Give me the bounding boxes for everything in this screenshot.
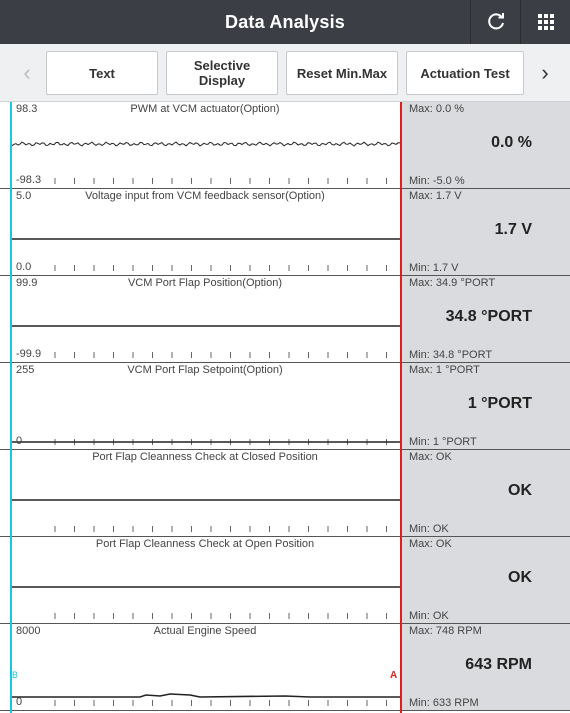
- graph-trace: [10, 537, 400, 624]
- toolbar: [0, 44, 570, 102]
- current-value: 643 RPM: [465, 656, 532, 673]
- cursor-b-marker: B: [12, 670, 19, 680]
- selective-display-label: Selective Display: [193, 58, 251, 88]
- max-value: Max: 1 °PORT: [409, 364, 480, 376]
- parameter-name: Voltage input from VCM feedback sensor(Option): [85, 190, 325, 202]
- cursor-b-line[interactable]: [10, 102, 12, 713]
- y-axis-min-label: 0.0: [16, 261, 32, 273]
- data-row[interactable]: [0, 537, 570, 624]
- min-value: Min: 633 RPM: [409, 697, 479, 709]
- scroll-right-arrow-icon[interactable]: ›: [541, 60, 549, 85]
- current-value: 1.7 V: [494, 221, 532, 238]
- parameter-name: VCM Port Flap Position(Option): [127, 277, 283, 289]
- min-value: Min: -5.0 %: [409, 175, 465, 187]
- value-panel: [400, 189, 570, 275]
- parameter-name: PWM at VCM actuator(Option): [130, 103, 280, 115]
- graph-area: [10, 450, 400, 536]
- scroll-left-arrow-icon[interactable]: ‹: [23, 60, 31, 85]
- min-value: Min: 1.7 V: [409, 262, 459, 274]
- data-row[interactable]: [0, 102, 570, 189]
- current-value: OK: [508, 569, 532, 586]
- min-value: Min: 1 °PORT: [409, 436, 477, 448]
- parameter-name: Port Flap Cleanness Check at Closed Position: [92, 451, 318, 463]
- grid-menu-button[interactable]: [520, 0, 570, 44]
- min-value: Min: OK: [409, 523, 449, 535]
- text-view-button[interactable]: Text: [46, 51, 158, 95]
- y-axis-max-label: 5.0: [16, 190, 32, 202]
- graph-area: [10, 624, 400, 710]
- max-value: Max: OK: [409, 538, 452, 550]
- graph-area: [10, 537, 400, 623]
- current-value: 34.8 °PORT: [445, 308, 532, 325]
- data-row[interactable]: [0, 189, 570, 276]
- max-value: Max: 1.7 V: [409, 190, 462, 202]
- y-axis-min-label: 0: [16, 696, 23, 708]
- data-row[interactable]: [0, 624, 570, 711]
- actuation-test-button[interactable]: Actuation Test: [406, 51, 524, 95]
- max-value: Max: 34.9 °PORT: [409, 277, 496, 289]
- parameter-name: Port Flap Cleanness Check at Open Position: [95, 538, 315, 550]
- value-panel: [400, 102, 570, 188]
- y-axis-min-label: 0: [16, 435, 23, 447]
- cursor-a-marker: A: [390, 670, 398, 681]
- max-value: Max: 748 RPM: [409, 625, 482, 637]
- reset-min-max-button[interactable]: Reset Min.Max: [286, 51, 398, 95]
- parameter-name: VCM Port Flap Setpoint(Option): [127, 364, 283, 376]
- graph-trace: [10, 276, 400, 363]
- graph-trace: [10, 102, 400, 189]
- data-row[interactable]: [0, 450, 570, 537]
- y-axis-max-label: 255: [16, 364, 35, 376]
- graph-trace: [10, 624, 400, 711]
- max-value: Max: 0.0 %: [409, 103, 465, 115]
- title-bar: [0, 0, 570, 44]
- refresh-icon: [485, 11, 507, 33]
- min-value: Min: OK: [409, 610, 449, 622]
- data-list[interactable]: [0, 102, 570, 713]
- value-panel: [400, 363, 570, 449]
- y-axis-max-label: 98.3: [16, 103, 38, 115]
- value-panel: [400, 450, 570, 536]
- y-axis-max-label: 8000: [16, 625, 41, 637]
- grid-menu-icon: [537, 13, 555, 31]
- graph-trace: [10, 363, 400, 450]
- page-title: Data Analysis: [225, 12, 345, 32]
- max-value: Max: OK: [409, 451, 452, 463]
- value-panel: [400, 276, 570, 362]
- graph-trace: [10, 450, 400, 537]
- graph-area: [10, 102, 400, 188]
- refresh-button[interactable]: [470, 0, 520, 44]
- y-axis-max-label: 99.9: [16, 277, 38, 289]
- current-value: 1 °PORT: [467, 395, 532, 412]
- value-panel: [400, 624, 570, 710]
- cursor-a-line[interactable]: [400, 102, 402, 713]
- current-value: OK: [508, 482, 532, 499]
- graph-area: [10, 189, 400, 275]
- value-panel: [400, 537, 570, 623]
- data-row[interactable]: [0, 363, 570, 450]
- y-axis-min-label: -98.3: [16, 174, 42, 186]
- y-axis-min-label: -99.9: [16, 348, 42, 360]
- parameter-name: Actual Engine Speed: [153, 625, 257, 637]
- graph-trace: [10, 189, 400, 276]
- current-value: 0.0 %: [491, 134, 532, 151]
- graph-area: [10, 363, 400, 449]
- graph-area: [10, 276, 400, 362]
- selective-display-button[interactable]: [166, 51, 278, 95]
- min-value: Min: 34.8 °PORT: [409, 349, 493, 361]
- data-row[interactable]: [0, 276, 570, 363]
